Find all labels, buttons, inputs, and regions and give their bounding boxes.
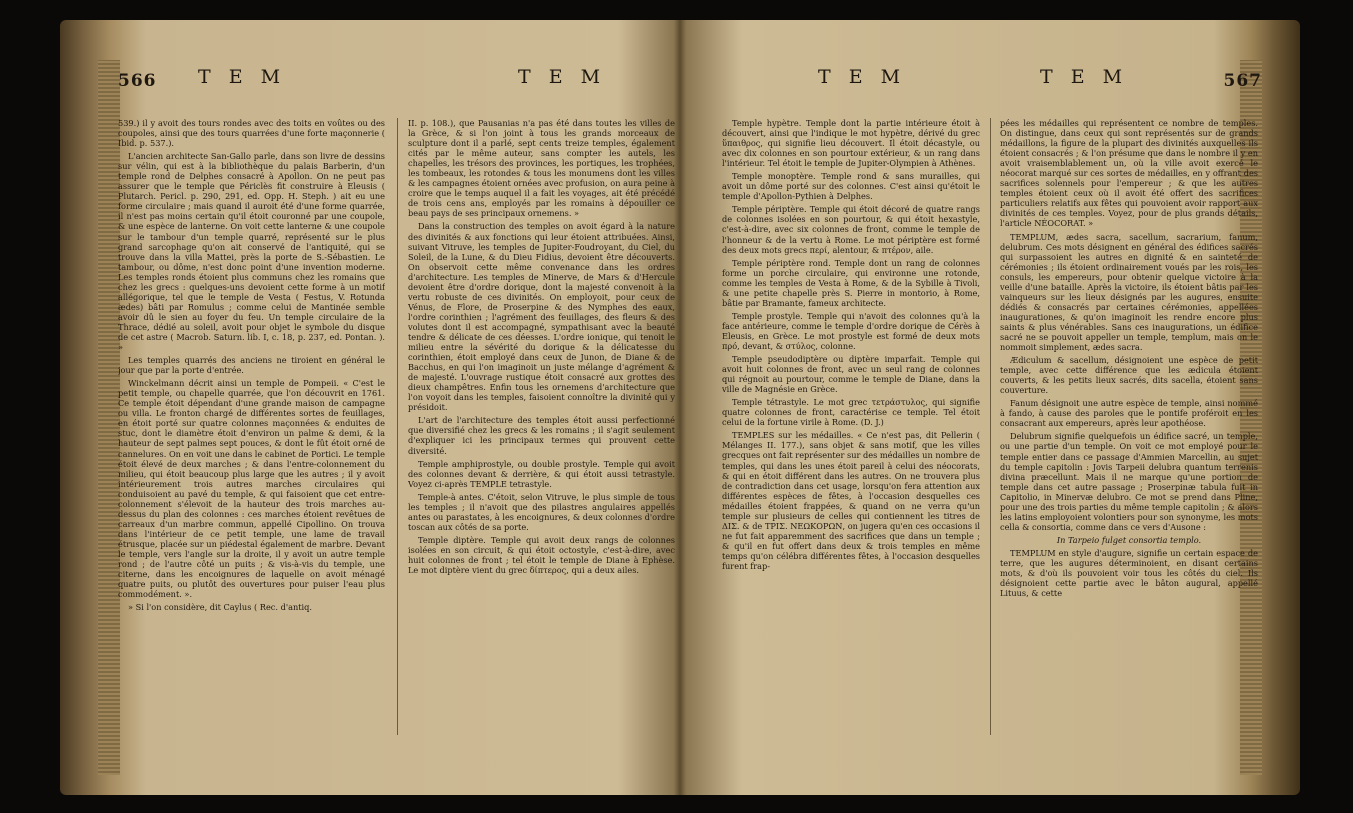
paragraph: » Si l'on considère, dit Caylus ( Rec. d'antiq. [128, 602, 312, 613]
running-head: T E M [198, 66, 287, 88]
paragraph: Temple tétrastyle. Le mot grec τετράστυλος, qui signifie quatre colonnes de front, caractérise ce temple. Tel étoit celui de la fortune virile à Rome. (D. J.) [722, 397, 980, 428]
running-head: T E M [818, 66, 907, 88]
paragraph: Delubrum signifie quelquefois un édifice sacré, un temple, ou une partie d'un temple. On voit ce mot employé pour le temple entier dans ce passage d'Ammien Marcellin, au sujet du temple capitolin : Jovis Tarpeii delubra quantum terrenis divina præcellunt. Mais il ne marque qu'une portion de temple dans cet autre passage ; Proserpinæ tabula fuit in Capitolio, in Minervæ delubro. Ce mot se prend dans Pline, pour une des trois parties du même temple capitolin ; & alors les latins employoient volontiers pour son synonyme, les mots cella & consortia, comme dans ce vers d'Ausone : [1000, 431, 1258, 532]
paragraph: Temple diptère. Temple qui avoit deux rangs de colonnes isolées en son circuit, & qui étoit octostyle, c'est-à-dire, avec huit colonnes de front ; tel étoit le temple de Diane à Ephèse. Le mot diptère vient du grec δίπτερος, qui a deux ailes. [408, 534, 675, 576]
paragraph: Dans la construction des temples on avoit égard à la nature des divinités & aux fonctions qui leur étoient attribuées. Ainsi, suivant Vitruve, les temples de Jupiter-Foudroyant, du Ciel, du Soleil, de la Lune, & du Dieu Fidius, devoient être découverts. On observoit cette même convenance dans les ordres d'architecture. Les temples de Minerve, de Mars & d'Hercule devoient être d'ordre dorique, dont la majesté convenoit à la vertu robuste de ces divinités. On employoit, pour ceux de Vénus, de Flore, de Proserpine & des Nymphes des eaux, l'ordre corinthien ; l'agrément des feuillages, des fleurs & des volutes dont il est accompagné, sympathisant avec la beauté tendre & délicate de ces déesses. L'ordre ionique, qui tenoit le milieu entre la sévérité du dorique & la délicatesse du corinthien, étoit employé dans ceux de Junon, de Diane & de Bacchus, en qui l'on imaginoit un juste mélange d'agrément & de majesté. L'ouvrage rustique étoit consacré aux grottes des dieux champêtres. Enfin tous les ornemens d'architecture que l'on voyoit dans les temples, faisoient connoître la divinité qui y présidoit. [408, 221, 675, 413]
paragraph: 539.) il y avoit des tours rondes avec des toits en voûtes ou des coupoles, ainsi que des tours quarrées d'une forte maçonnerie ( Ibid. p. 537.). [118, 118, 385, 149]
left-header [118, 66, 690, 100]
paragraph: Temple hypètre. Temple dont la partie intérieure étoit à découvert, ainsi que l'indique le mot hypètre, dérivé du grec ὕπαιθρος, qui signifie lieu découvert. Il étoit décastyle, ou avec dix colonnes en son pourtour extérieur, & un rang dans l'intérieur. Tel étoit le temple de Jupiter-Olympien à Athènes. [722, 118, 980, 169]
paragraph: Temple pseudodiptère ou diptère imparfait. Temple qui avoit huit colonnes de front, avec un seul rang de colonnes qui régnoit au pourtour, comme le temple de Diane, dans la ville de Magnésie en Grèce. [722, 354, 980, 395]
running-head: T E M [518, 66, 607, 88]
column-left [722, 118, 980, 745]
page-number: 567 [1223, 71, 1262, 91]
right-header [722, 66, 1262, 100]
column-rule [990, 118, 991, 735]
column-left [118, 118, 385, 745]
column-rule [397, 118, 398, 735]
paragraph: pées les médailles qui représentent ce nombre de temples. On distingue, dans ceux qui sont représentés sur de grands médaillons, la figure de la plupart des divinités auxquelles ils étoient consacrés ; & l'on présume que dans le nombre il y en avoit vraisemblablement un, où la ville avoit exercé le néocorat marqué sur ces sortes de médailles, en y offrant des sacrifices solennels pour l'empereur ; & que les autres temples étoient ceux où il avoit été offert des sacrifices particuliers relatifs aux fêtes qui pouvoient avoir rapport aux divinités de ces temples. Voyez, pour de plus grands détails, l'article NÉOCORAT. » [1000, 118, 1258, 229]
paragraph: TEMPLUM en style d'augure, signifie un certain espace de terre, que les augures déterminoient, en disant certains mots, & d'où ils pouvoient voir tous les côtés du ciel. Ils désignoient cette partie avec le bâton augural, appellé Lituus, & cette [1000, 547, 1258, 599]
column-right [1000, 118, 1258, 745]
paragraph: Temple périptère. Temple qui étoit décoré de quatre rangs de colonnes isolées en son pourtour, & qui étoit hexastyle, c'est-à-dire, avec six colonnes de front, comme le temple de l'honneur & de la vertu à Rome. Le mot périptère est formé des deux mots grecs περί, alentour, & πτέρον, aile. [722, 204, 980, 255]
paragraph: Les temples quarrés des anciens ne tiroient en général le jour que par la porte d'entrée. [118, 355, 385, 376]
paragraph: Ædiculum & sacellum, désignoient une espèce de petit temple, avec cette différence que les ædicula étoient couverts, & les petits lieux sacrés, dits sacella, étoient sans couverture. [1000, 355, 1258, 396]
paragraph: Temple amphiprostyle, ou double prostyle. Temple qui avoit des colonnes devant & derrière, & qui étoit aussi tetrastyle. Voyez ci-après TEMPLE tetrastyle. [408, 458, 675, 489]
paragraph: Temple-à antes. C'étoit, selon Vitruve, le plus simple de tous les temples ; il n'avoit que des pilastres angulaires appellés antes ou parastates, à les encoignures, & deux colonnes d'ordre toscan aux côtés de sa porte. [408, 491, 675, 532]
page-number: 566 [118, 71, 157, 91]
left-page [118, 40, 690, 775]
paragraph: TEMPLES sur les médailles. « Ce n'est pas, dit Pellerin ( Mélanges II. 177.), sans objet & sans motif, que les villes grecques ont fait représenter sur des médailles un nombre de temples, qui dans les unes étoit pareil à celui des néocorats, & qui en étoit différent dans les autres. On ne trouvera plus de contradiction dans cet usage, lorsqu'on fera attention aux différentes espèces de fêtes, à l'occasion desquelles ces médailles étoient frappées, & quand on ne verra qu'un temple sur plusieurs de celles qui contiennent les titres de ΔΙΣ. & de ΤΡΙΣ. ΝΕΩΚΟΡΩΝ, on jugera qu'en ces occasions il ne fut fait apparemment des sacrifices que dans un temple ; & qu'il en fut offert dans deux & trois temples en même temps qu'on célébra différentes fêtes, à l'occasion desquelles furent frap- [722, 430, 980, 571]
verse-line: In Tarpeio fulget consortia templo. [1056, 534, 1202, 545]
paragraph: L'ancien architecte San-Gallo parle, dans son livre de dessins sur vélin, qui est à la bibliothèque du palais Barberin, d'un temple rond de Delphes consacré à Apollon. On ne peut pas assurer que le temple que Périclès fit construire à Eleusis ( Plutarch. Pericl. p. 290, 291, ed. Opp. H. Steph. ) ait eu une forme circulaire ; mais quand il auroit été d'une forme quarrée, il n'est pas moins certain qu'il étoit couronné par une coupole, & une espèce de lanterne. On voit cette lanterne & une coupole sur le tambour d'un temple quarré, représenté sur le plus grand sarcophage qu'on ait conservé de l'antiquité, qui se trouve dans la villa Mattei, près la porte de S.-Sébastien. Le tambour, ou dôme, n'est donc point d'une invention moderne. Les temples ronds étoient plus communs chez les romains que chez les grecs : quelques-uns devoient cette forme à un motif allégorique, tel que le temple de Vesta ( Festus, V. Rotunda ædes) bâti par Romulus ; comme celui de Mantinée semble avoir dû le sien au foyer du feu. Un temple circulaire de la Thrace, dédié au soleil, avoit pour objet le symbole du disque de cet astre ( Macrob. Saturn. lib. I, c. 18, p. 237, ed. Pontan. ). » [118, 151, 385, 353]
paragraph: Temple monoptère. Temple rond & sans murailles, qui avoit un dôme porté sur des colonnes. C'est ainsi qu'étoit le temple d'Apollon-Pythien à Delphes. [722, 171, 980, 202]
paragraph: L'art de l'architecture des temples étoit aussi perfectionné que diversifié chez les grecs & les romains ; il s'agit seulement d'expliquer ici les principaux termes qui prouvent cette diversité. [408, 415, 675, 456]
right-page [722, 40, 1262, 775]
paragraph: Winckelmann décrit ainsi un temple de Pompeii. « C'est le petit temple, ou chapelle quarrée, que l'on découvrit en 1761. Ce temple étoit dépendant d'une grande maison de campagne ou villa. Le fronton chargé de différentes sortes de feuillages, en étoit porté sur quatre colonnes maçonnées & enduites de stuc, dont le diamètre étoit d'environ un palme & demi, & la hauteur de sept palmes sept pouces, & dont le fût étoit orné de cannelures. On en voit une dans le cabinet de Portici. Le temple étoit élevé de deux marches ; & dans l'entre-colonnement du milieu, qui étoit beaucoup plus large que les autres ; il y avoit intérieurement trois autres marches circulaires qui conduisoient au pavé du temple, & qui faisoient que cet entre-colonnement s'élevoit de la hauteur des trois marches au-dessus du plan des colonnes : ces marches étoient revêtues de carreaux d'un marbre commun, appellé Cipollino. On trouva dans l'intérieur de ce petit temple, une lame de travail étrusque, placée sur un piédestal également de marbre. Devant le temple, vers l'angle sur la droite, il y avoit un autre temple rond ; de l'autre côté un puits ; & vis-à-vis du temple, une citerne, dans les encoignures de laquelle on avoit ménagé quatre puits, ou plutôt des ouvertures pour puiser l'eau plus commodément. ». [118, 378, 385, 600]
paragraph: TEMPLUM, ædes sacra, sacellum, sacrarium, fanum, delubrum. Ces mots désignent en général des édifices sacrés qui surpassoient les autres en dignité & en sainteté de cérémonies ; ils étoient ordinairement voués par les rois, les consuls, les empereurs, pour obtenir quelque victoire à la veille d'une bataille. Après la victoire, ils étoient bâtis par les vainqueurs sur les lieux désignés par les augures, ensuite dédiés & consacrés par certaines cérémonies, appellées inaugurationes, & qu'on imaginoit les rendre encore plus saints & plus vénérables. Sans ces inaugurations, un édifice sacré ne se pouvoit appeller un temple, templum, mais on le nommoit simplement, ædes sacra. [1000, 231, 1258, 353]
page-edges-left [98, 60, 120, 775]
paragraph: II. p. 108.), que Pausanias n'a pas été dans toutes les villes de la Grèce, & si l'on joint à tous les grands morceaux de sculpture dont il a parlé, sept cents treize temples, également cités par le même auteur, sans compter les autels, les chapelles, les trésors des provinces, les portiques, les trophées, les tombeaux, les rotondes & tous les monumens dont les villes & les campagnes étoient ornées avec profusion, on aura peine à croire que le temps auquel il a fait les voyages, ait été précédé de trois cens ans, employés par les romains à dépouiller ce beau pays de ses principaux ornemens. » [408, 118, 675, 219]
paragraph: Temple prostyle. Temple qui n'avoit des colonnes qu'à la face antérieure, comme le temple d'ordre dorique de Cérès à Eleusis, en Grèce. Le mot prostyle est formé de deux mots πρό, devant, & στύλος, colonne. [722, 310, 980, 351]
column-right [408, 118, 675, 745]
paragraph: Temple périptère rond. Temple dont un rang de colonnes forme un porche circulaire, qui environne une rotonde, comme les temples de Vesta à Rome, & de la Sybille à Tivoli, & une petite chapelle près S. Pierre in montorio, à Rome, bâtie par Bramante, fameux architecte. [722, 257, 980, 308]
running-head: T E M [1040, 66, 1129, 88]
paragraph: Fanum désignoit une autre espèce de temple, ainsi nommé à fando, à cause des paroles que le pontife proféroit en les consacrant aux empereurs, après leur apothéose. [1000, 398, 1258, 429]
